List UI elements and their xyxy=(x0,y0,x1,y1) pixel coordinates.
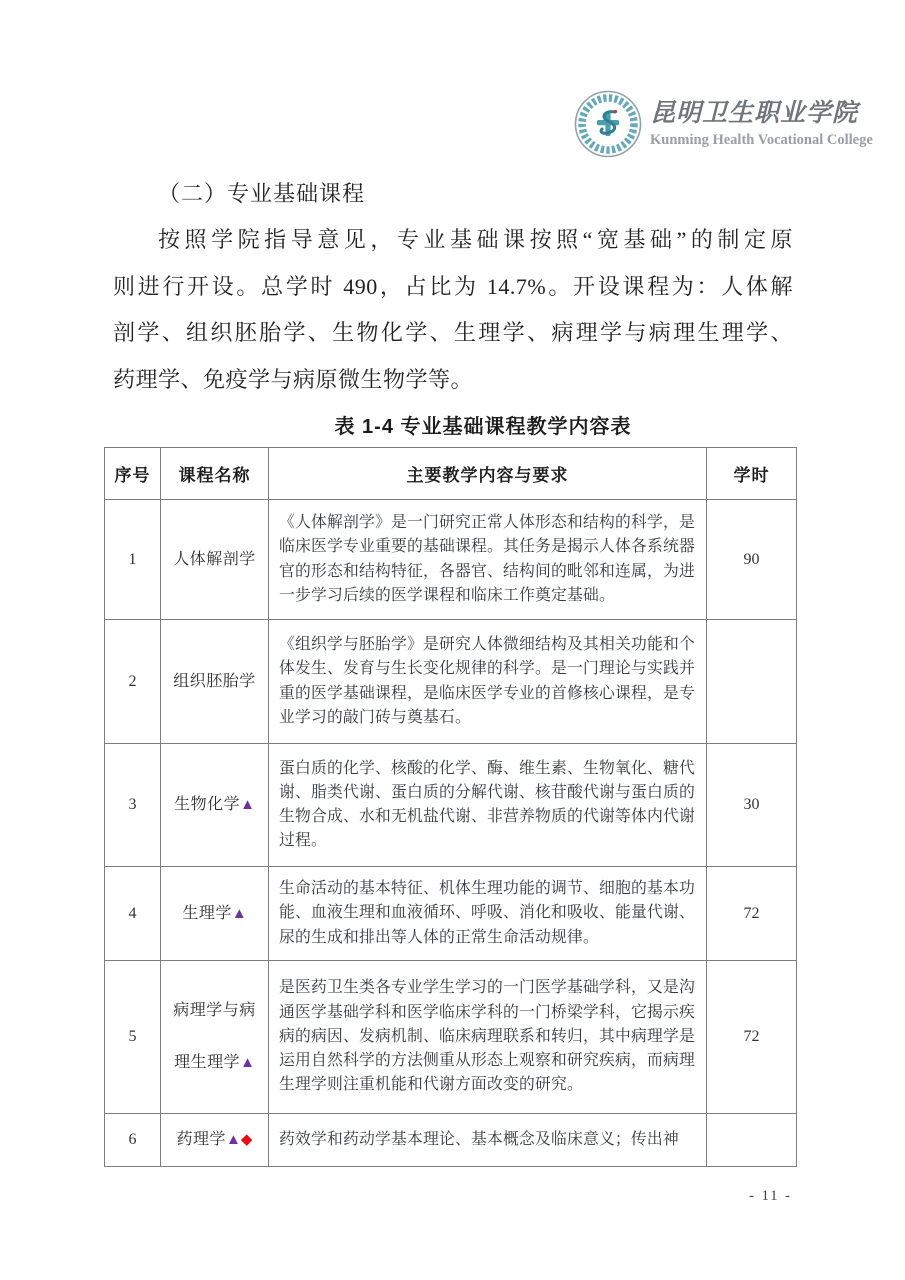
table-title: 表 1-4 专业基础课程教学内容表 xyxy=(334,416,632,438)
page-number: - 11 - xyxy=(749,1188,792,1204)
course-content-cell: 是医药卫生类各专业学生学习的一门医学基础学科，又是沟通医学基础学科和医学临床学科的一门桥梁学科，它揭示疾病的病因、发病机制、临床病理联系和转归，其中病理学是运用自然科学的方法侧重从形态上观察和研究疾病，而病理生理学则注重机能和代谢方面改变的研究。 xyxy=(269,961,707,1114)
table-row xyxy=(105,744,797,867)
triangle-marker-icon: ▲ xyxy=(231,905,247,922)
course-name-cell: 病理学与病理生理学▲ xyxy=(161,961,269,1114)
table-row xyxy=(105,620,797,744)
row-number-cell: 2 xyxy=(105,620,161,744)
row-number-cell: 1 xyxy=(105,500,161,620)
body-paragraph xyxy=(113,217,793,403)
course-content-cell: 蛋白质的化学、核酸的化学、酶、维生素、生物氧化、糖代谢、脂类代谢、蛋白质的分解代谢、核苷酸代谢与蛋白质的生物合成、水和无机盐代谢、非营养物质的代谢等体内代谢过程。 xyxy=(269,744,707,867)
triangle-marker-icon: ▲ xyxy=(240,1055,255,1071)
paragraph-line: 药理学、免疫学与病原微生物学等。 xyxy=(113,366,474,392)
course-content-cell: 《组织学与胚胎学》是研究人体微细结构及其相关功能和个体发生、发育与生长变化规律的科学。是一门理论与实践并重的医学基础课程，是临床医学专业的首修核心课程，是专业学习的敲门砖与奠基石。 xyxy=(269,620,707,744)
table-row xyxy=(105,961,797,1114)
header-cell-hours: 学时 xyxy=(707,448,797,500)
section-heading: （二）专业基础课程 xyxy=(158,181,366,206)
course-hours-cell: 30 xyxy=(707,744,797,867)
header-cell-course: 课程名称 xyxy=(161,448,269,500)
paragraph-line: 则进行开设。总学时 490，占比为 14.7%。开设课程为：人体解 xyxy=(113,273,793,299)
row-number-cell: 6 xyxy=(105,1114,161,1167)
college-seal-icon xyxy=(574,90,642,158)
course-name-cell: 组织胚胎学 xyxy=(161,620,269,744)
course-hours-cell: 90 xyxy=(707,500,797,620)
course-name-cell: 生物化学▲ xyxy=(161,744,269,867)
course-name-cell: 药理学▲◆ xyxy=(161,1114,269,1167)
course-name-cell: 生理学▲ xyxy=(161,867,269,961)
triangle-marker-icon: ▲ xyxy=(240,797,255,813)
table-row xyxy=(105,867,797,961)
college-logo xyxy=(574,88,873,160)
course-hours-cell: 72 xyxy=(707,867,797,961)
table-row xyxy=(105,1114,797,1167)
course-content-cell: 生命活动的基本特征、机体生理功能的调节、细胞的基本功能、血液生理和血液循环、呼吸、消化和吸收、能量代谢、尿的生成和排出等人体的正常生命活动规律。 xyxy=(269,867,707,961)
course-hours-cell: 72 xyxy=(707,961,797,1114)
row-number-cell: 5 xyxy=(105,961,161,1114)
course-hours-cell xyxy=(707,620,797,744)
college-name-english: Kunming Health Vocational College xyxy=(650,132,873,148)
course-content-cell: 《人体解剖学》是一门研究正常人体形态和结构的科学，是临床医学专业重要的基础课程。其任务是揭示人体各系统器官的形态和结构特征，各器官、结构间的毗邻和连属，为进一步学习后续的医学课程和临床工作奠定基础。 xyxy=(269,500,707,620)
content-area xyxy=(113,170,793,445)
header-cell-content: 主要教学内容与要求 xyxy=(269,448,707,500)
paragraph-line: 剖学、组织胚胎学、生物化学、生理学、病理学与病理生理学、 xyxy=(113,320,793,345)
paragraph-line: 按照学院指导意见，专业基础课按照“宽基础”的制定原 xyxy=(158,227,793,252)
course-hours-cell xyxy=(707,1114,797,1167)
course-table xyxy=(104,447,797,1167)
college-name-calligraphy: 昆明卫生职业学院 xyxy=(650,100,859,127)
triangle-marker-icon: ▲ xyxy=(226,1132,241,1148)
table-header-row xyxy=(105,448,797,500)
table-row xyxy=(105,500,797,620)
row-number-cell: 3 xyxy=(105,744,161,867)
course-content-cell: 药效学和药动学基本理论、基本概念及临床意义；传出神 xyxy=(269,1114,707,1167)
diamond-marker-icon: ◆ xyxy=(240,1132,253,1148)
header-cell-number: 序号 xyxy=(105,448,161,500)
course-name-cell: 人体解剖学 xyxy=(161,500,269,620)
row-number-cell: 4 xyxy=(105,867,161,961)
